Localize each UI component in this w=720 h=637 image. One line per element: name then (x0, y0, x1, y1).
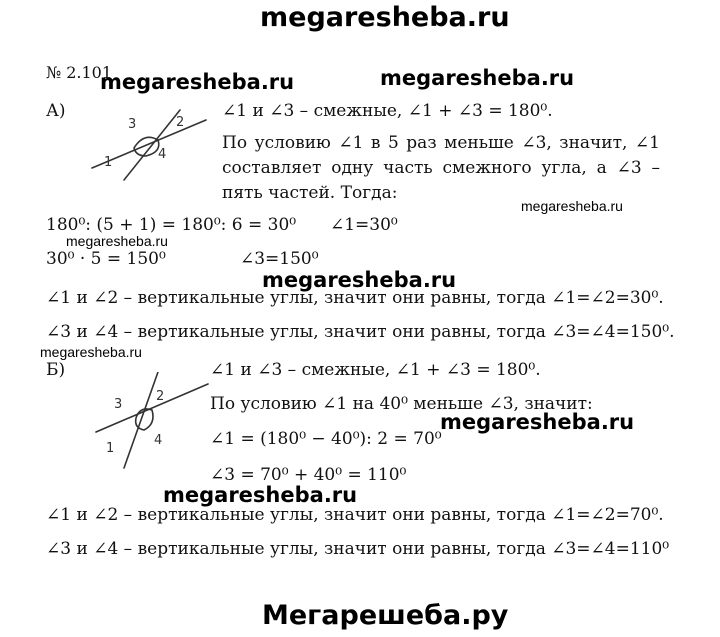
angle-label-2: 2 (156, 389, 165, 404)
angle-label-1: 1 (106, 441, 115, 456)
angle-label-4: 4 (154, 433, 163, 448)
part-b-line4: ∠3 = 70⁰ + 40⁰ = 110⁰ (210, 465, 407, 485)
part-a-line1: ∠1 и ∠3 – смежные, ∠1 + ∠3 = 180⁰. (222, 101, 553, 121)
part-a-label: А) (46, 101, 66, 121)
part-a-angle3: ∠3=150⁰ (240, 249, 319, 269)
part-b-vertical-12: ∠1 и ∠2 – вертикальные углы, значит они равны, тогда ∠1=∠2=70⁰. (46, 505, 664, 525)
part-b-line3: ∠1 = (180⁰ − 40⁰): 2 = 70⁰ (210, 429, 442, 449)
part-b-diagram (88, 372, 218, 472)
angle-label-4: 4 (158, 147, 167, 162)
angle-label-1: 1 (104, 155, 113, 170)
header-watermark: megaresheba.ru (260, 2, 510, 33)
watermark: megaresheba.ru (66, 233, 168, 249)
part-b-line1: ∠1 и ∠3 – смежные, ∠1 + ∠3 = 180⁰. (210, 360, 541, 380)
watermark: megaresheba.ru (521, 198, 623, 214)
watermark: megaresheba.ru (40, 344, 142, 360)
part-a-paragraph: По условию ∠1 в 5 раз меньше ∠3, значит, ∠1 составляет одну часть смежного угла, а ∠3 – пять частей. Тогда: (222, 133, 660, 203)
angle-label-3: 3 (114, 397, 123, 412)
part-a-angle1: ∠1=30⁰ (330, 215, 398, 235)
watermark: megaresheba.ru (380, 66, 575, 90)
part-b-vertical-34: ∠3 и ∠4 – вертикальные углы, значит они равны, тогда ∠3=∠4=110⁰ (46, 539, 670, 559)
part-a-vertical-12: ∠1 и ∠2 – вертикальные углы, значит они равны, тогда ∠1=∠2=30⁰. (46, 288, 664, 308)
part-b-label: Б) (46, 360, 66, 380)
footer-watermark: Мегарешеба.ру (262, 600, 509, 631)
problem-number: № 2.101 (46, 63, 113, 82)
angle-label-3: 3 (128, 117, 137, 132)
part-a-vertical-34: ∠3 и ∠4 – вертикальные углы, значит они равны, тогда ∠3=∠4=150⁰. (46, 322, 675, 342)
part-a-calc2: 30⁰ · 5 = 150⁰ (46, 249, 166, 269)
watermark: megaresheba.ru (262, 268, 457, 292)
watermark: megaresheba.ru (440, 410, 635, 434)
watermark: megaresheba.ru (163, 483, 358, 507)
part-a-calc1: 180⁰: (5 + 1) = 180⁰: 6 = 30⁰ (46, 215, 297, 235)
angle-label-2: 2 (176, 115, 185, 130)
part-b-line2: По условию ∠1 на 40⁰ меньше ∠3, значит: (210, 394, 593, 414)
part-a-diagram (88, 104, 208, 184)
watermark: megaresheba.ru (100, 70, 295, 94)
